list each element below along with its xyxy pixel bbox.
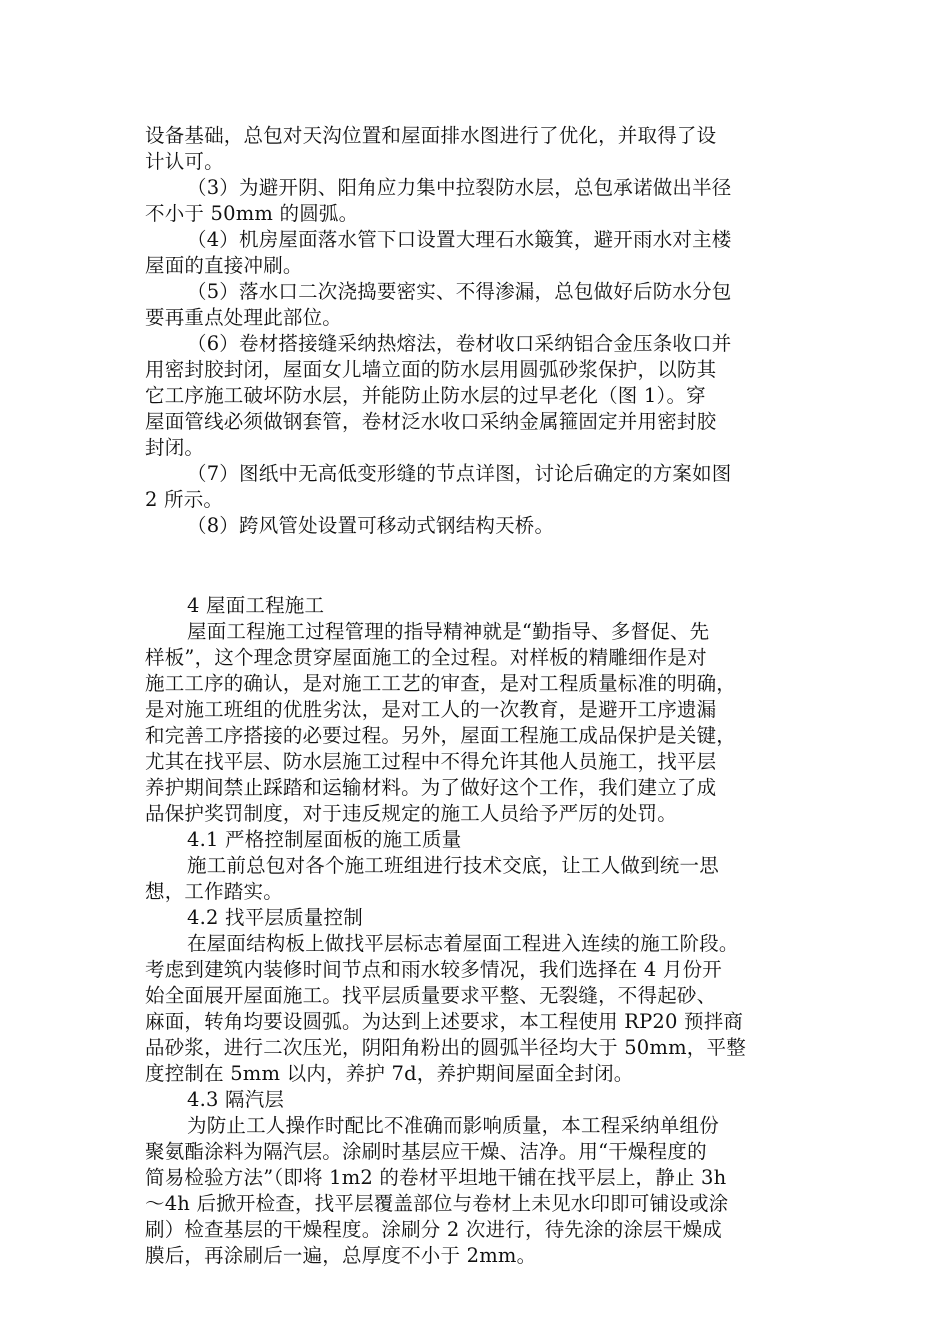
text-line: 和完善工序搭接的必要过程。另外，屋面工程施工成品保护是关键， — [145, 724, 737, 747]
subsection-heading: 4.1 严格控制屋面板的施工质量 — [187, 828, 462, 851]
text-line: 用密封胶封闭，屋面女儿墙立面的防水层用圆弧砂浆保护，以防其 — [145, 358, 717, 381]
text-line: ～4h 后掀开检查，找平层覆盖部位与卷材上未见水印即可铺设或涂 — [145, 1192, 729, 1215]
text-line: 麻面，转角均要设圆弧。为达到上述要求，本工程使用 RP20 预拌商 — [145, 1010, 744, 1033]
section-heading: 4 屋面工程施工 — [187, 594, 325, 617]
text-line: （8）跨风管处设置可移动式钢结构天桥。 — [187, 514, 555, 537]
text-line: 样板”，这个理念贯穿屋面施工的全过程。对样板的精雕细作是对 — [145, 646, 707, 669]
text-line: 计认可。 — [145, 150, 224, 173]
text-line: 屋面管线必须做钢套管，卷材泛水收口采纳金属箍固定并用密封胶 — [145, 410, 717, 433]
text-line: 要再重点处理此部位。 — [145, 306, 343, 329]
section-gap — [145, 539, 810, 566]
section-gap — [145, 566, 810, 593]
subsection-heading: 4.2 找平层质量控制 — [187, 906, 363, 929]
document-page — [145, 123, 810, 1269]
text-line: 为防止工人操作时配比不准确而影响质量，本工程采纳单组份 — [187, 1114, 719, 1137]
text-line: 施工前总包对各个施工班组进行技术交底，让工人做到统一思 — [187, 854, 719, 877]
text-line: 屋面工程施工过程管理的指导精神就是“勤指导、多督促、先 — [187, 620, 710, 643]
text-line: （3）为避开阴、阳角应力集中拉裂防水层，总包承诺做出半径 — [187, 176, 732, 199]
text-line: 尤其在找平层、防水层施工过程中不得允许其他人员施工，找平层 — [145, 750, 717, 773]
text-line: 是对施工班组的优胜劣汰，是对工人的一次教育，是避开工序遗漏 — [145, 698, 717, 721]
text-line: 品保护奖罚制度，对于违反规定的施工人员给予严厉的处罚。 — [145, 802, 677, 825]
text-line: 简易检验方法”（即将 1m2 的卷材平坦地干铺在找平层上，静止 3h — [145, 1166, 727, 1189]
text-line: 封闭。 — [145, 436, 205, 459]
text-line: 品砂浆，进行二次压光，阴阳角粉出的圆弧半径均大于 50mm，平整 — [145, 1036, 746, 1059]
text-line: 设备基础，总包对天沟位置和屋面排水图进行了优化，并取得了设 — [145, 124, 717, 147]
text-line: 始全面展开屋面施工。找平层质量要求平整、无裂缝，不得起砂、 — [145, 984, 717, 1007]
text-line: 想，工作踏实。 — [145, 880, 283, 903]
text-line: 刷）检查基层的干燥程度。涂刷分 2 次进行，待先涂的涂层干燥成 — [145, 1218, 723, 1241]
text-line: 养护期间禁止踩踏和运输材料。为了做好这个工作，我们建立了成 — [145, 776, 717, 799]
text-line: 在屋面结构板上做找平层标志着屋面工程进入连续的施工阶段。 — [187, 932, 739, 955]
text-line: 施工工序的确认，是对施工工艺的审查，是对工程质量标准的明确， — [145, 672, 737, 695]
text-line: 屋面的直接冲刷。 — [145, 254, 303, 277]
text-line: 考虑到建筑内装修时间节点和雨水较多情况，我们选择在 4 月份开 — [145, 958, 723, 981]
text-line: 膜后，再涂刷后一遍，总厚度不小于 2mm。 — [145, 1244, 537, 1267]
text-line: （7）图纸中无高低变形缝的节点详图，讨论后确定的方案如图 — [187, 462, 732, 485]
text-line: 2 所示。 — [145, 488, 224, 511]
text-line: （6）卷材搭接缝采纳热熔法，卷材收口采纳铝合金压条收口并 — [187, 332, 732, 355]
text-line: 它工序施工破坏防水层，并能防止防水层的过早老化（图 1）。穿 — [145, 384, 706, 407]
text-line: 不小于 50mm 的圆弧。 — [145, 202, 359, 225]
text-line: （5）落水口二次浇捣要密实、不得渗漏，总包做好后防水分包 — [187, 280, 732, 303]
text-line: （4）机房屋面落水管下口设置大理石水簸箕，避开雨水对主楼 — [187, 228, 732, 251]
text-line: 聚氨酯涂料为隔汽层。涂刷时基层应干燥、洁净。用“干燥程度的 — [145, 1140, 707, 1163]
subsection-heading: 4.3 隔汽层 — [187, 1088, 285, 1111]
text-line: 度控制在 5mm 以内，养护 7d，养护期间屋面全封闭。 — [145, 1062, 634, 1085]
